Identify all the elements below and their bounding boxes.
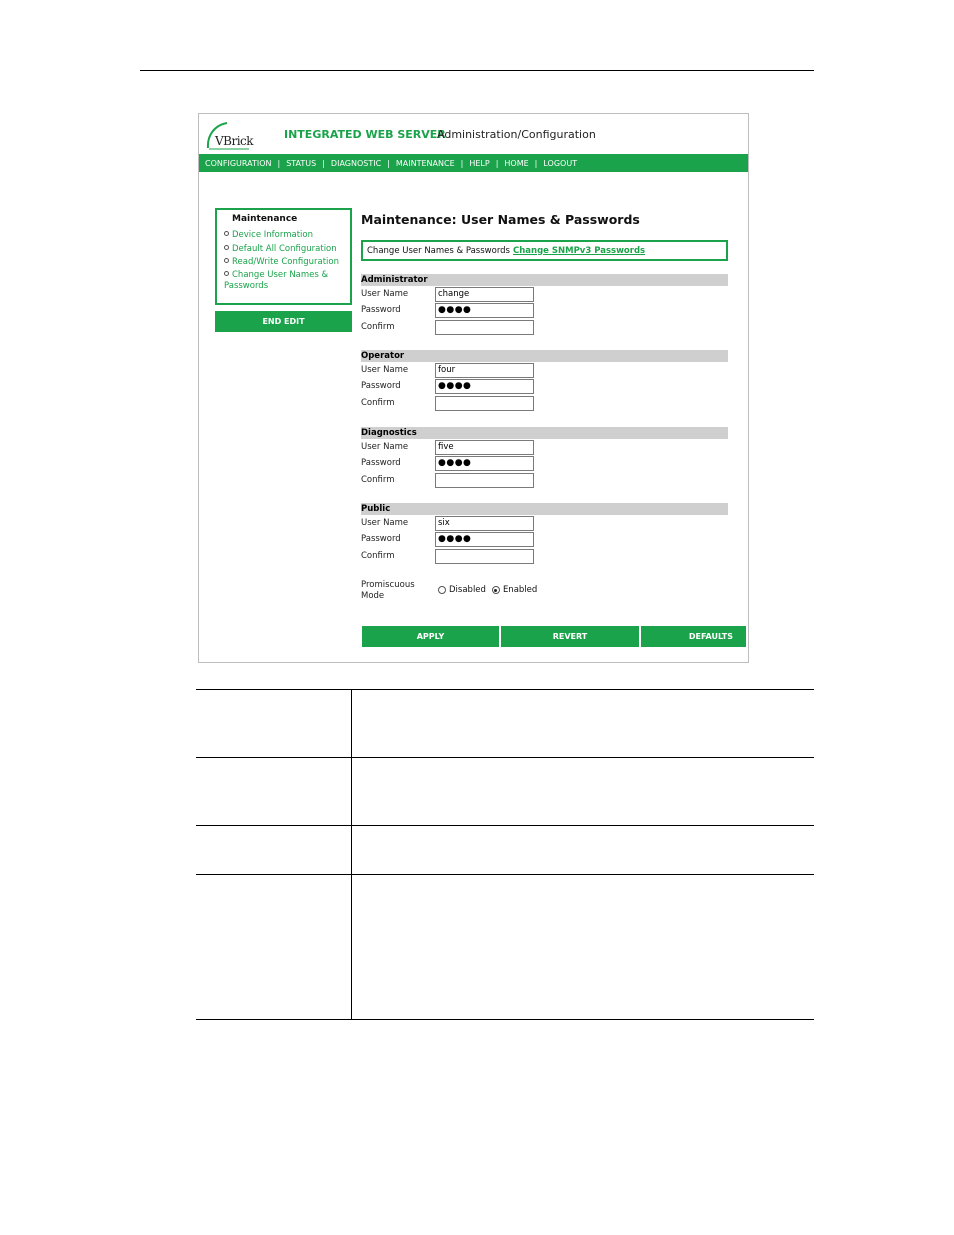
form-row — [361, 362, 728, 378]
disabled-radio[interactable] — [438, 586, 446, 594]
revert-button[interactable]: REVERT — [501, 626, 639, 647]
nav-separator: | — [460, 158, 464, 168]
promiscuous-label-line2: Mode — [361, 590, 385, 601]
diagnostics-password-input[interactable]: ●●●● — [435, 456, 534, 471]
password-label: Password — [361, 534, 401, 545]
product-title: INTEGRATED WEB SERVER — [284, 128, 446, 141]
sidebar-item-change-user-names[interactable] — [224, 270, 344, 292]
form-row — [361, 531, 728, 547]
diagnostics-user-name-input[interactable]: five — [435, 440, 534, 455]
promiscuous-mode-options — [438, 585, 543, 595]
sidebar-item-read-write[interactable] — [224, 256, 344, 268]
nav-separator: | — [387, 158, 390, 168]
section-administrator — [361, 274, 728, 335]
app-header — [199, 114, 748, 154]
confirm-label: Confirm — [361, 397, 395, 408]
confirm-label: Confirm — [361, 474, 395, 485]
confirm-label: Confirm — [361, 550, 395, 561]
vbrick-logo — [205, 121, 257, 151]
sidebar-item-label: Default All Configuration — [232, 243, 337, 254]
description-table — [196, 689, 814, 1019]
section-operator — [361, 350, 728, 411]
password-label: Password — [361, 458, 401, 469]
nav-logout[interactable]: LOGOUT — [543, 158, 578, 168]
nav-separator: | — [322, 158, 325, 168]
password-tabs — [361, 240, 728, 261]
user-name-label: User Name — [361, 518, 409, 528]
table-row — [196, 689, 814, 757]
public-password-input[interactable]: ●●●● — [435, 532, 534, 547]
nav-maintenance[interactable]: MAINTENANCE — [395, 158, 455, 168]
admin-user-name-input[interactable]: change — [435, 287, 534, 302]
nav-home[interactable]: HOME — [504, 158, 529, 168]
promiscuous-label-line1: Promiscuous — [361, 580, 415, 590]
form-row — [361, 319, 728, 335]
table-row — [196, 757, 814, 825]
section-title: Public — [361, 503, 728, 515]
apply-button[interactable]: APPLY — [362, 626, 499, 647]
logo-text: VBrick — [215, 134, 254, 148]
top-nav — [199, 154, 748, 172]
admin-password-input[interactable]: ●●●● — [435, 303, 534, 318]
nav-separator: | — [534, 158, 538, 168]
section-public — [361, 503, 728, 564]
section-title: Administrator — [361, 274, 728, 286]
tab-user-names: Change User Names & Passwords — [367, 245, 510, 256]
nav-help[interactable]: HELP — [469, 158, 490, 168]
nav-configuration[interactable]: CONFIGURATION — [205, 158, 272, 168]
enabled-radio-label: Enabled — [502, 585, 538, 595]
form-row — [361, 439, 728, 455]
form-row — [361, 472, 728, 488]
form-row — [361, 395, 728, 411]
sidebar-title: Maintenance — [232, 214, 298, 224]
maintenance-sidebar — [215, 208, 352, 305]
form-row — [361, 515, 728, 531]
form-row — [361, 286, 728, 302]
sidebar-item-label: Device Information — [232, 230, 313, 240]
nav-separator: | — [495, 158, 499, 168]
nav-status[interactable]: STATUS — [286, 158, 317, 168]
sidebar-item-label: Read/Write Configuration — [232, 257, 340, 267]
section-title: Operator — [361, 350, 728, 362]
defaults-button[interactable]: DEFAULTS — [641, 626, 746, 647]
table-row — [196, 825, 814, 874]
page-title: Maintenance: User Names & Passwords — [361, 212, 640, 227]
bullet-icon — [224, 245, 229, 250]
bullet-icon — [224, 258, 229, 263]
form-row — [361, 455, 728, 471]
column-divider — [351, 875, 352, 1019]
sidebar-item-default-all[interactable] — [224, 243, 344, 255]
operator-confirm-input[interactable] — [435, 396, 534, 411]
enabled-radio[interactable] — [492, 586, 500, 594]
nav-separator: | — [277, 158, 281, 168]
sidebar-item-label: Change User Names & Passwords — [224, 269, 329, 291]
page-top-rule — [140, 70, 814, 71]
web-admin-screenshot — [198, 113, 749, 663]
password-label: Password — [361, 381, 401, 392]
public-user-name-input[interactable]: six — [435, 516, 534, 531]
form-row — [361, 548, 728, 564]
user-name-label: User Name — [361, 442, 409, 452]
confirm-label: Confirm — [361, 321, 395, 332]
user-name-label: User Name — [361, 365, 409, 375]
admin-confirm-input[interactable] — [435, 320, 534, 335]
bullet-icon — [224, 231, 229, 236]
diagnostics-confirm-input[interactable] — [435, 473, 534, 488]
column-divider — [351, 758, 352, 825]
public-confirm-input[interactable] — [435, 549, 534, 564]
end-edit-button[interactable]: END EDIT — [215, 311, 352, 332]
nav-diagnostic[interactable]: DIAGNOSTIC — [330, 158, 382, 168]
section-diagnostics — [361, 427, 728, 488]
user-name-label: User Name — [361, 289, 409, 299]
column-divider — [351, 826, 352, 874]
password-label: Password — [361, 305, 401, 316]
disabled-radio-label: Disabled — [449, 585, 486, 595]
column-divider — [351, 690, 352, 757]
header-subtitle: Administration/Configuration — [437, 128, 596, 141]
form-row — [361, 378, 728, 394]
bullet-icon — [224, 271, 229, 276]
sidebar-item-device-information[interactable] — [224, 229, 344, 241]
table-row — [196, 874, 814, 1019]
section-title: Diagnostics — [361, 427, 728, 439]
promiscuous-mode-label — [361, 580, 415, 601]
table-bottom-rule — [196, 1019, 814, 1020]
tab-snmpv3-passwords[interactable]: Change SNMPv3 Passwords — [513, 245, 646, 256]
operator-password-input[interactable]: ●●●● — [435, 379, 534, 394]
operator-user-name-input[interactable]: four — [435, 363, 534, 378]
form-row — [361, 302, 728, 318]
